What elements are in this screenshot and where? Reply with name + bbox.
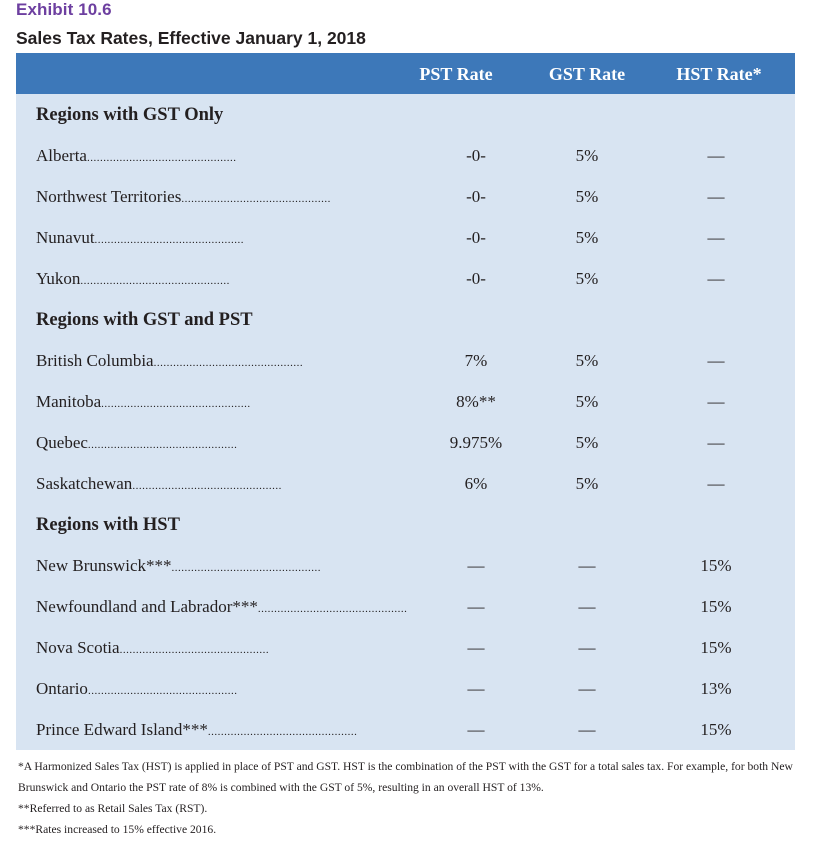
pst-rate: 7%: [464, 351, 488, 370]
pst-rate: 8%**: [456, 392, 496, 411]
region-name: Nova Scotia..............................................: [36, 638, 270, 657]
column-header-gst: GST Rate: [548, 64, 626, 84]
region-name: British Columbia..............................................: [36, 351, 304, 370]
table-row: [16, 474, 795, 504]
hst-rate: 15%: [700, 720, 732, 739]
pst-rate: —: [467, 679, 485, 698]
gst-rate: 5%: [575, 269, 599, 288]
table-row: [16, 556, 795, 586]
hst-rate: —: [707, 146, 725, 165]
section-title-gst-and-pst: Regions with GST and PST: [36, 310, 253, 330]
region-name: Newfoundland and Labrador***..............................................: [36, 597, 408, 616]
region-name: Quebec..............................................: [36, 433, 238, 452]
section-title-gst-only: Regions with GST Only: [36, 105, 224, 125]
footnote-rates-increase: ***Rates increased to 15% effective 2016.: [18, 823, 217, 836]
region-name: Northwest Territories..............................................: [36, 187, 331, 206]
gst-rate: 5%: [575, 433, 599, 452]
pst-rate: —: [467, 597, 485, 616]
hst-rate: —: [707, 433, 725, 452]
pst-rate: -0-: [466, 146, 486, 165]
region-name: Ontario..............................................: [36, 679, 238, 698]
region-name: Prince Edward Island***..............................................: [36, 720, 358, 739]
column-header-pst: PST Rate: [419, 64, 493, 84]
hst-rate: 13%: [700, 679, 732, 698]
gst-rate: 5%: [575, 474, 599, 493]
region-name: Manitoba..............................................: [36, 392, 251, 411]
hst-rate: —: [707, 228, 725, 247]
gst-rate: —: [578, 720, 596, 739]
gst-rate: 5%: [575, 146, 599, 165]
hst-rate: 15%: [700, 597, 732, 616]
pst-rate: —: [467, 638, 485, 657]
pst-rate: -0-: [466, 228, 486, 247]
pst-rate: —: [467, 556, 485, 575]
table-row: [16, 392, 795, 422]
table-row: [16, 597, 795, 627]
gst-rate: 5%: [575, 187, 599, 206]
gst-rate: 5%: [575, 351, 599, 370]
gst-rate: —: [578, 556, 596, 575]
hst-rate: —: [707, 474, 725, 493]
table-row: [16, 679, 795, 709]
pst-rate: —: [467, 720, 485, 739]
table-header: [16, 53, 795, 94]
gst-rate: 5%: [575, 228, 599, 247]
footnote-hst: *A Harmonized Sales Tax (HST) is applied in place of PST and GST. HST is the combination of the PST with the GST for a total sales tax. For example, for both New Brunswick and Ontario the PST rate of 8% is combined with the GST of 5%, resulting in an overall HST of 13%.: [18, 760, 793, 794]
hst-rate: —: [707, 269, 725, 288]
gst-rate: —: [578, 679, 596, 698]
table-row: [16, 638, 795, 668]
pst-rate: 6%: [464, 474, 488, 493]
table-row: [16, 720, 795, 750]
region-name: Yukon..............................................: [36, 269, 230, 288]
region-name: New Brunswick***..............................................: [36, 556, 322, 575]
table-row: [16, 433, 795, 463]
gst-rate: —: [578, 638, 596, 657]
footnotes: [18, 756, 796, 840]
sales-tax-table: [16, 53, 795, 750]
pst-rate: 9.975%: [449, 433, 503, 452]
region-name: Saskatchewan..............................................: [36, 474, 282, 493]
pst-rate: -0-: [466, 187, 486, 206]
column-header-hst: HST Rate*: [676, 64, 762, 84]
table-row: [16, 228, 795, 258]
hst-rate: 15%: [700, 556, 732, 575]
region-name: Alberta..............................................: [36, 146, 237, 165]
table-row: [16, 146, 795, 176]
hst-rate: —: [707, 187, 725, 206]
gst-rate: 5%: [575, 392, 599, 411]
footnote-rst: **Referred to as Retail Sales Tax (RST).: [18, 802, 208, 815]
section-title-hst: Regions with HST: [36, 515, 180, 535]
region-name: Nunavut..............................................: [36, 228, 245, 247]
table-row: [16, 269, 795, 299]
exhibit-title: Sales Tax Rates, Effective January 1, 2018: [16, 28, 366, 48]
exhibit-label: Exhibit 10.6: [16, 0, 112, 19]
hst-rate: —: [707, 351, 725, 370]
gst-rate: —: [578, 597, 596, 616]
pst-rate: -0-: [466, 269, 486, 288]
hst-rate: 15%: [700, 638, 732, 657]
hst-rate: —: [707, 392, 725, 411]
table-row: [16, 187, 795, 217]
table-row: [16, 351, 795, 381]
